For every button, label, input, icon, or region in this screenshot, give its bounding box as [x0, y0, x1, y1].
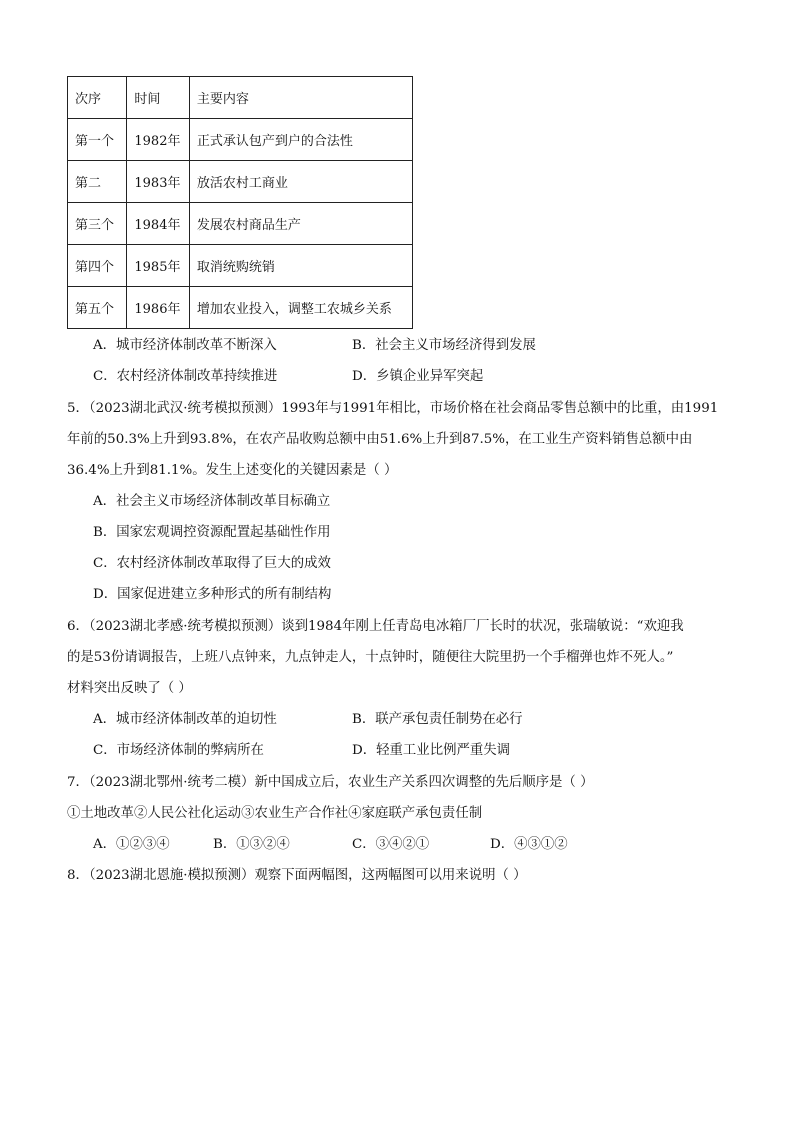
table-cell: 取消统购统销: [189, 245, 412, 287]
q7-option-c: C．③④②①: [352, 837, 430, 852]
q7-option-a: A．①②③④: [93, 837, 170, 852]
q5-option-b: B．国家宏观调控资源配置起基础性作用: [93, 525, 331, 540]
table-cell: 增加农业投入，调整工农城乡关系: [189, 287, 412, 329]
table-header-row: [68, 77, 413, 119]
q5-stem-line: 年前的50.3%上升到93.8%，在农产品收购总额中由51.6%上升到87.5%，在工业生产资料销售总额中由: [67, 432, 693, 447]
q5-option-c: C．农村经济体制改革取得了巨大的成效: [93, 556, 331, 571]
q5-stem-line: 5．（2023湖北武汉·统考模拟预测）1993年与1991年相比，市场价格在社会商品零售总额中的比重，由1991: [67, 401, 719, 416]
table-cell: 第五个: [68, 287, 127, 329]
table-cell: 第三个: [68, 203, 127, 245]
table-cell: 1982年: [127, 119, 189, 161]
q6-option-c: C．市场经济体制的弊病所在: [93, 743, 264, 758]
table-header-cell: 时间: [127, 77, 189, 119]
table-row: [68, 161, 413, 203]
table-cell: 第二: [68, 161, 127, 203]
q7-option-d: D．④③①②: [490, 837, 568, 852]
q4-option-a: A．城市经济体制改革不断深入: [93, 338, 277, 353]
q5-stem-line: 36.4%上升到81.1%。发生上述变化的关键因素是（ ）: [67, 463, 398, 478]
table-row: [68, 203, 413, 245]
table-row: [68, 119, 413, 161]
table-cell: 1986年: [127, 287, 189, 329]
q6-stem-line: 材料突出反映了（ ）: [67, 681, 192, 696]
q5-option-a: A．社会主义市场经济体制改革目标确立: [93, 494, 331, 509]
table-cell: 放活农村工商业: [189, 161, 412, 203]
table-cell: 1985年: [127, 245, 189, 287]
table-cell: 1983年: [127, 161, 189, 203]
q4-option-b: B．社会主义市场经济得到发展: [352, 338, 536, 353]
table-cell: 1984年: [127, 203, 189, 245]
table-row: [68, 287, 413, 329]
q4-option-c: C．农村经济体制改革持续推进: [93, 369, 278, 384]
reform-documents-table: [67, 76, 413, 329]
q7-stem: 7．（2023湖北鄂州·统考二模）新中国成立后，农业生产关系四次调整的先后顺序是（ ）: [67, 775, 594, 790]
table-row: [68, 245, 413, 287]
q6-stem-line: 6．（2023湖北孝感·统考模拟预测）谈到1984年刚上任青岛电冰箱厂厂长时的状况，张瑞敏说：“欢迎我: [67, 619, 684, 634]
q7-option-b: B．①③②④: [213, 837, 290, 852]
table-cell: 发展农村商品生产: [189, 203, 412, 245]
q5-option-d: D．国家促进建立多种形式的所有制结构: [93, 587, 332, 602]
table-cell: 正式承认包产到户的合法性: [189, 119, 412, 161]
table-header-cell: 主要内容: [189, 77, 412, 119]
q4-option-d: D．乡镇企业异军突起: [352, 369, 484, 384]
table-header-cell: 次序: [68, 77, 127, 119]
table-cell: 第一个: [68, 119, 127, 161]
q8-stem: 8．（2023湖北恩施·模拟预测）观察下面两幅图，这两幅图可以用来说明（ ）: [67, 868, 527, 883]
q6-stem-line: 的是53份请调报告，上班八点钟来，九点钟走人，十点钟时，随便往大院里扔一个手榴弹也炸不死人。”: [67, 650, 674, 665]
table-cell: 第四个: [68, 245, 127, 287]
q7-items: ①土地改革②人民公社化运动③农业生产合作社④家庭联产承包责任制: [67, 806, 483, 821]
q6-option-d: D．轻重工业比例严重失调: [352, 743, 511, 758]
q6-option-a: A．城市经济体制改革的迫切性: [93, 712, 277, 727]
q6-option-b: B．联产承包责任制势在必行: [352, 712, 523, 727]
